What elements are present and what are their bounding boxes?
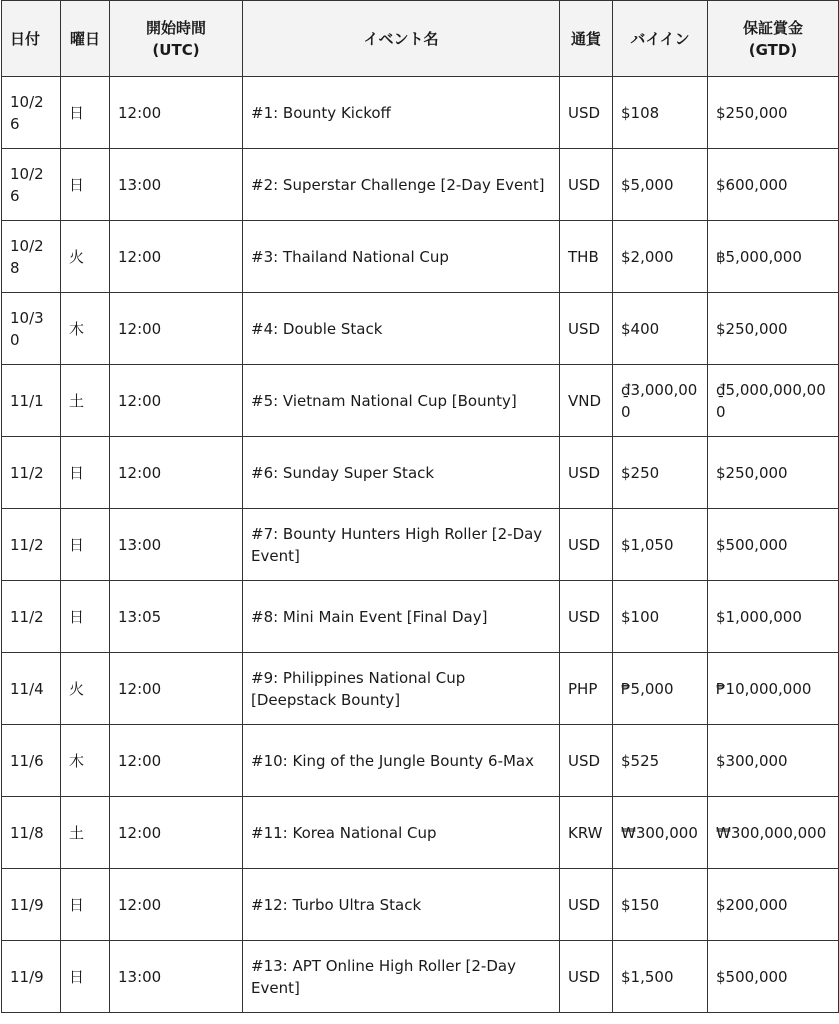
cell-buyin: $400 bbox=[613, 293, 708, 365]
cell-day: 日 bbox=[61, 869, 110, 941]
cell-time: 12:00 bbox=[110, 293, 243, 365]
cell-time: 12:00 bbox=[110, 365, 243, 437]
cell-day: 日 bbox=[61, 77, 110, 149]
cell-date: 11/9 bbox=[2, 869, 61, 941]
cell-time: 12:00 bbox=[110, 725, 243, 797]
cell-day: 火 bbox=[61, 221, 110, 293]
table-row bbox=[2, 797, 839, 869]
header-date: 日付 bbox=[2, 1, 61, 77]
cell-currency: USD bbox=[560, 293, 613, 365]
table-row bbox=[2, 725, 839, 797]
cell-event: #12: Turbo Ultra Stack bbox=[243, 869, 560, 941]
cell-buyin: $2,000 bbox=[613, 221, 708, 293]
cell-buyin: $100 bbox=[613, 581, 708, 653]
cell-gtd: $250,000 bbox=[708, 437, 839, 509]
cell-currency: USD bbox=[560, 869, 613, 941]
cell-gtd: ฿5,000,000 bbox=[708, 221, 839, 293]
cell-buyin: ₫3,000,000 bbox=[613, 365, 708, 437]
cell-day: 火 bbox=[61, 653, 110, 725]
cell-day: 日 bbox=[61, 149, 110, 221]
cell-day: 土 bbox=[61, 797, 110, 869]
cell-currency: USD bbox=[560, 77, 613, 149]
cell-date: 11/1 bbox=[2, 365, 61, 437]
cell-gtd: $500,000 bbox=[708, 941, 839, 1013]
table-row bbox=[2, 581, 839, 653]
cell-event: #3: Thailand National Cup bbox=[243, 221, 560, 293]
cell-currency: USD bbox=[560, 941, 613, 1013]
cell-gtd: $250,000 bbox=[708, 77, 839, 149]
cell-currency: USD bbox=[560, 437, 613, 509]
cell-day: 土 bbox=[61, 365, 110, 437]
header-currency: 通貨 bbox=[560, 1, 613, 77]
header-gtd: 保証賞金 (GTD) bbox=[708, 1, 839, 77]
tournament-schedule-table bbox=[1, 0, 839, 1013]
cell-currency: VND bbox=[560, 365, 613, 437]
header-day: 曜日 bbox=[61, 1, 110, 77]
cell-date: 11/2 bbox=[2, 509, 61, 581]
table-row bbox=[2, 941, 839, 1013]
cell-date: 10/26 bbox=[2, 77, 61, 149]
cell-gtd: $200,000 bbox=[708, 869, 839, 941]
cell-gtd: $300,000 bbox=[708, 725, 839, 797]
cell-event: #7: Bounty Hunters High Roller [2-Day Event] bbox=[243, 509, 560, 581]
cell-gtd: $1,000,000 bbox=[708, 581, 839, 653]
cell-buyin: $1,050 bbox=[613, 509, 708, 581]
cell-currency: USD bbox=[560, 725, 613, 797]
cell-day: 日 bbox=[61, 437, 110, 509]
table-row bbox=[2, 437, 839, 509]
cell-event: #8: Mini Main Event [Final Day] bbox=[243, 581, 560, 653]
header-row bbox=[2, 1, 839, 77]
header-buyin: バイイン bbox=[613, 1, 708, 77]
cell-gtd: $500,000 bbox=[708, 509, 839, 581]
cell-date: 10/26 bbox=[2, 149, 61, 221]
cell-date: 10/28 bbox=[2, 221, 61, 293]
cell-event: #10: King of the Jungle Bounty 6-Max bbox=[243, 725, 560, 797]
cell-gtd: ₩300,000,000 bbox=[708, 797, 839, 869]
cell-buyin: ₩300,000 bbox=[613, 797, 708, 869]
table-row bbox=[2, 653, 839, 725]
cell-date: 11/2 bbox=[2, 581, 61, 653]
cell-event: #4: Double Stack bbox=[243, 293, 560, 365]
table-row bbox=[2, 77, 839, 149]
cell-event: #13: APT Online High Roller [2-Day Event] bbox=[243, 941, 560, 1013]
cell-gtd: $250,000 bbox=[708, 293, 839, 365]
cell-event: #11: Korea National Cup bbox=[243, 797, 560, 869]
cell-day: 木 bbox=[61, 725, 110, 797]
cell-time: 12:00 bbox=[110, 437, 243, 509]
cell-buyin: $108 bbox=[613, 77, 708, 149]
cell-time: 13:00 bbox=[110, 149, 243, 221]
cell-time: 12:00 bbox=[110, 77, 243, 149]
table-row bbox=[2, 221, 839, 293]
cell-time: 13:05 bbox=[110, 581, 243, 653]
table-row bbox=[2, 365, 839, 437]
cell-time: 13:00 bbox=[110, 941, 243, 1013]
cell-date: 11/9 bbox=[2, 941, 61, 1013]
cell-day: 日 bbox=[61, 509, 110, 581]
cell-buyin: $1,500 bbox=[613, 941, 708, 1013]
cell-event: #6: Sunday Super Stack bbox=[243, 437, 560, 509]
cell-date: 11/2 bbox=[2, 437, 61, 509]
cell-time: 12:00 bbox=[110, 221, 243, 293]
cell-buyin: $250 bbox=[613, 437, 708, 509]
cell-time: 12:00 bbox=[110, 653, 243, 725]
cell-currency: USD bbox=[560, 509, 613, 581]
cell-date: 11/6 bbox=[2, 725, 61, 797]
header-event-name: イベント名 bbox=[243, 1, 560, 77]
cell-gtd: ₱10,000,000 bbox=[708, 653, 839, 725]
table-row bbox=[2, 293, 839, 365]
cell-event: #2: Superstar Challenge [2-Day Event] bbox=[243, 149, 560, 221]
cell-date: 11/8 bbox=[2, 797, 61, 869]
cell-event: #1: Bounty Kickoff bbox=[243, 77, 560, 149]
cell-day: 日 bbox=[61, 941, 110, 1013]
cell-gtd: $600,000 bbox=[708, 149, 839, 221]
cell-currency: KRW bbox=[560, 797, 613, 869]
cell-time: 13:00 bbox=[110, 509, 243, 581]
cell-time: 12:00 bbox=[110, 797, 243, 869]
table-row bbox=[2, 149, 839, 221]
table-row bbox=[2, 869, 839, 941]
cell-gtd: ₫5,000,000,000 bbox=[708, 365, 839, 437]
table-row bbox=[2, 509, 839, 581]
cell-buyin: ₱5,000 bbox=[613, 653, 708, 725]
cell-currency: THB bbox=[560, 221, 613, 293]
cell-event: #9: Philippines National Cup [Deepstack Bounty] bbox=[243, 653, 560, 725]
cell-day: 木 bbox=[61, 293, 110, 365]
cell-currency: USD bbox=[560, 149, 613, 221]
cell-date: 10/30 bbox=[2, 293, 61, 365]
cell-time: 12:00 bbox=[110, 869, 243, 941]
cell-buyin: $5,000 bbox=[613, 149, 708, 221]
cell-currency: PHP bbox=[560, 653, 613, 725]
cell-currency: USD bbox=[560, 581, 613, 653]
cell-day: 日 bbox=[61, 581, 110, 653]
cell-buyin: $525 bbox=[613, 725, 708, 797]
cell-event: #5: Vietnam National Cup [Bounty] bbox=[243, 365, 560, 437]
header-start-time: 開始時間 (UTC) bbox=[110, 1, 243, 77]
cell-date: 11/4 bbox=[2, 653, 61, 725]
cell-buyin: $150 bbox=[613, 869, 708, 941]
